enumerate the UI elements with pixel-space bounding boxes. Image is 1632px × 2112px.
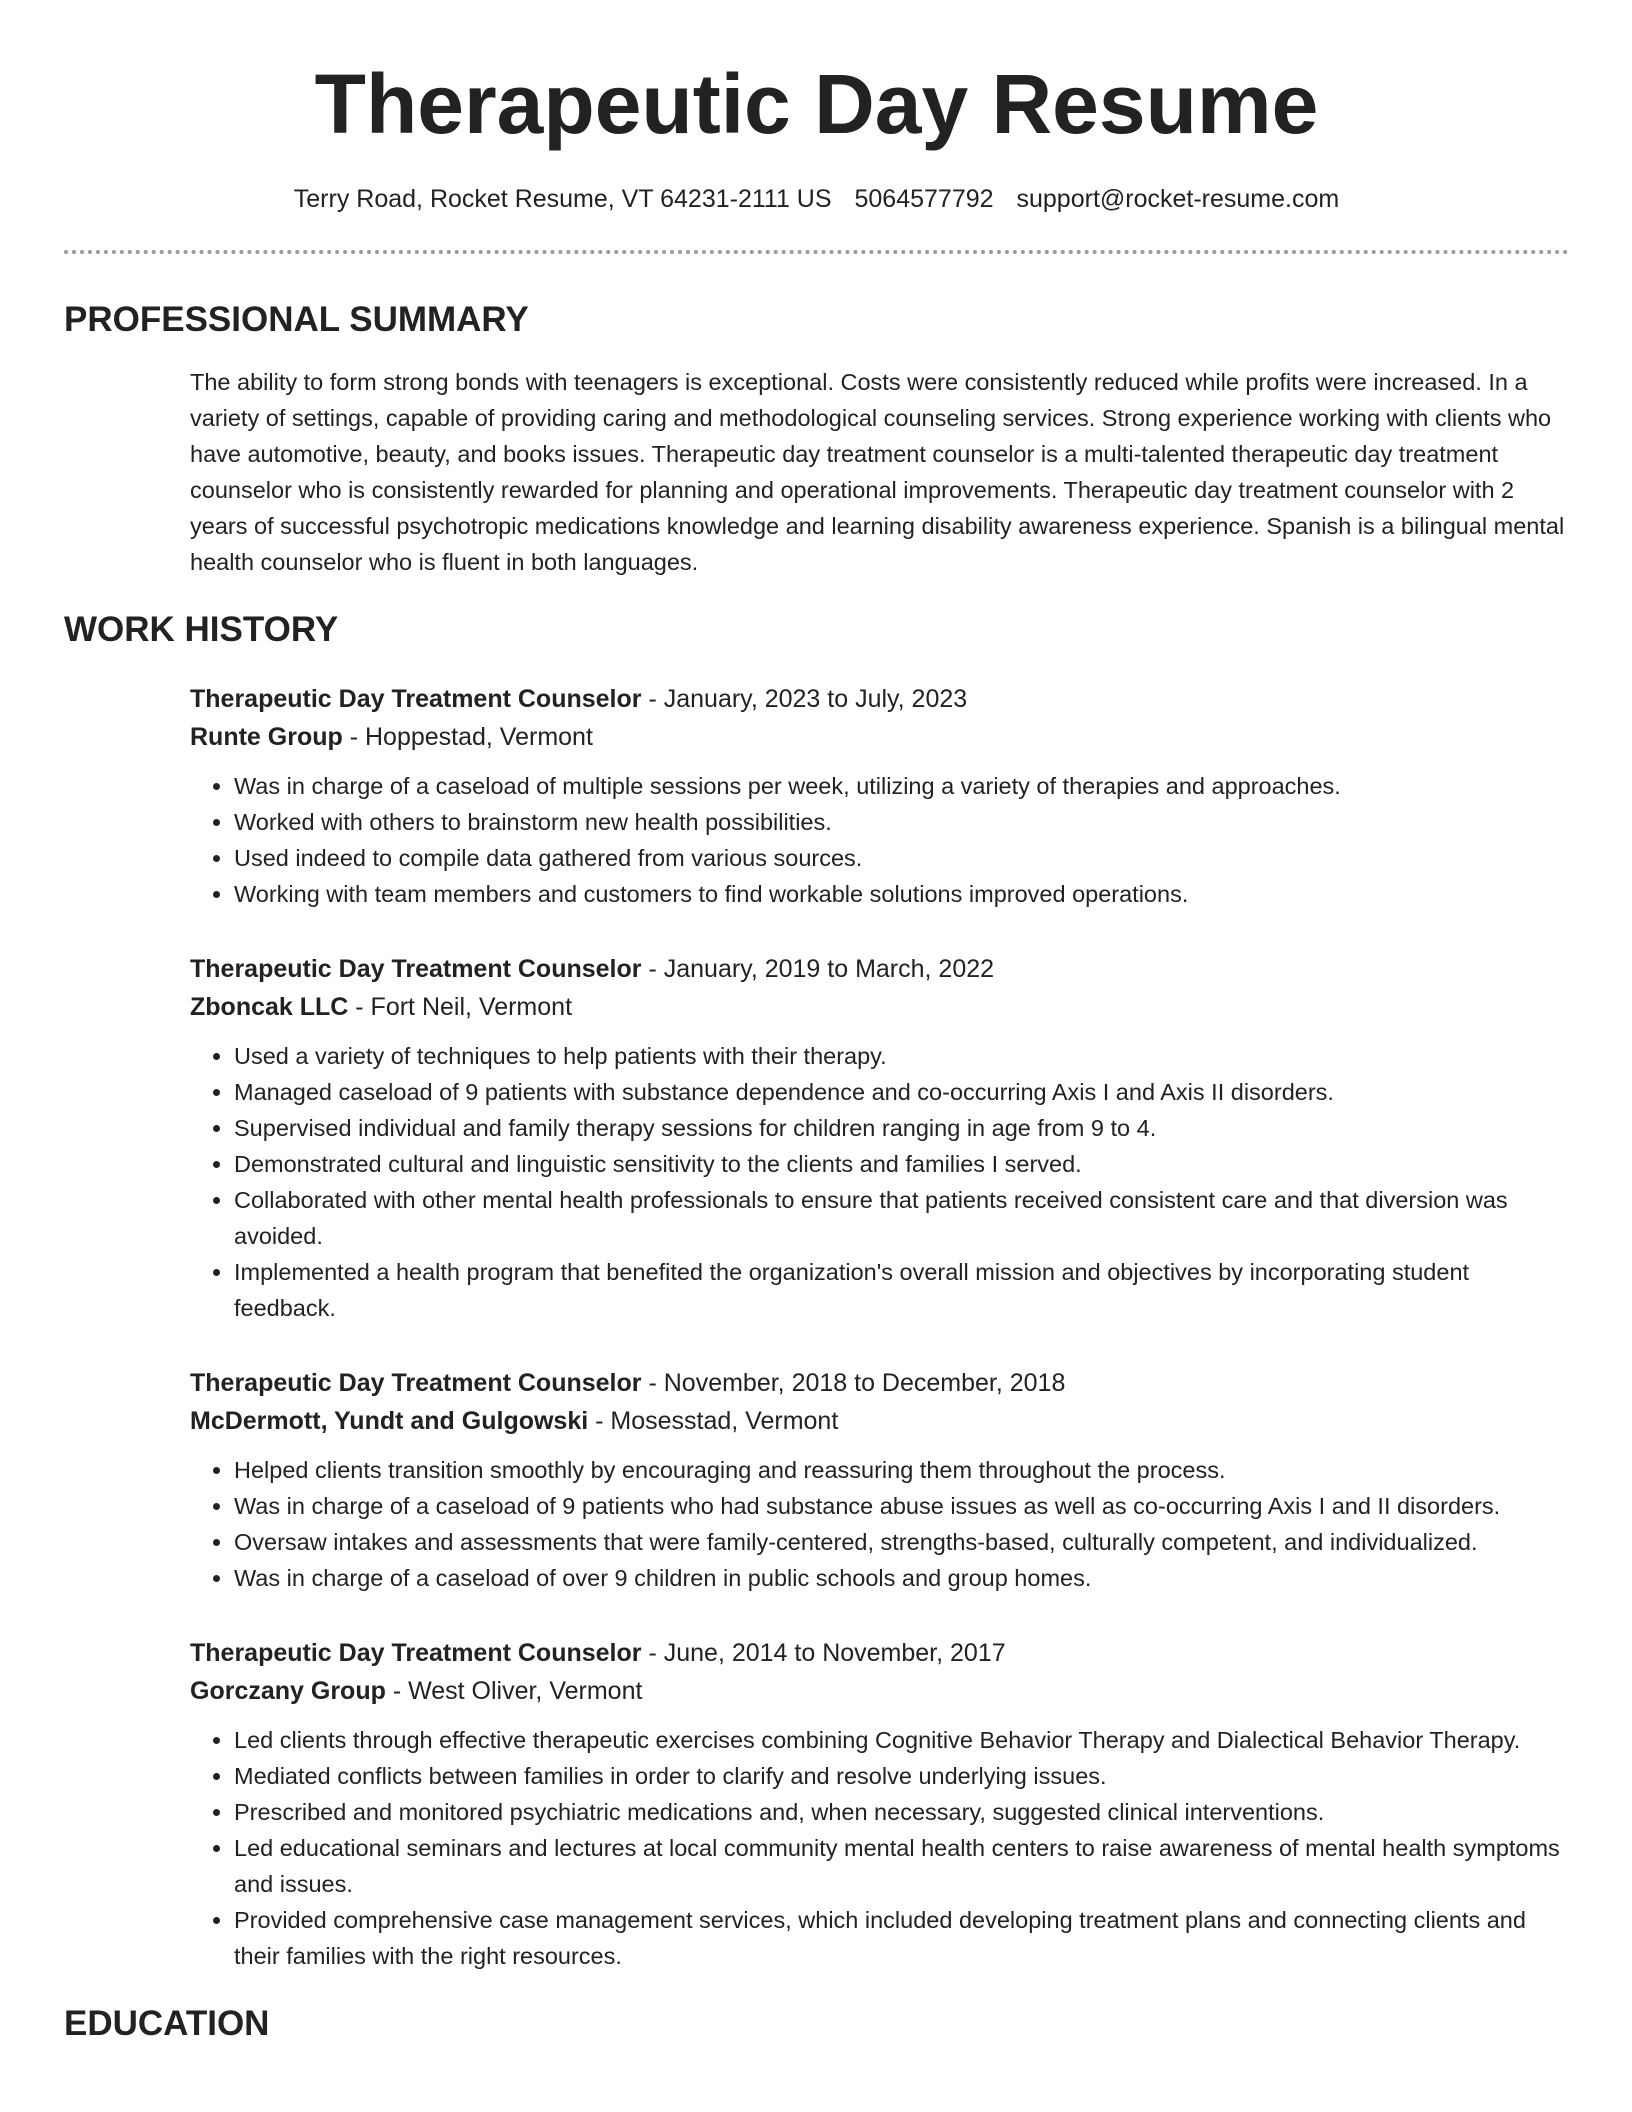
job-bullet: • Led educational seminars and lectures at local community mental health centers to raise awareness of mental health symptoms and issues. — [234, 1830, 1569, 1902]
job-bullet: • Demonstrated cultural and linguistic sensitivity to the clients and families I served. — [234, 1146, 1569, 1182]
job-dates: - January, 2019 to March, 2022 — [641, 955, 995, 983]
job-bullet: • Helped clients transition smoothly by encouraging and reassuring them throughout the process. — [234, 1452, 1569, 1488]
job-bullet: • Collaborated with other mental health professionals to ensure that patients received consistent care and that diversion was avoided. — [234, 1182, 1569, 1254]
summary-text: The ability to form strong bonds with teenagers is exceptional. Costs were consistently reduced while profits were increased. In a variety of settings, capable of providing caring and methodological counseling services. Strong experience working with clients who have automotive, beauty, and books issues. Therapeutic day treatment counselor is a multi-talented therapeutic day treatment counselor who is consistently rewarded for planning and operational improvements. Therapeutic day treatment counselor with 2 years of successful psychotropic medications knowledge and learning disability awareness experience. Spanish is a bilingual mental health counselor who is fluent in both languages. — [190, 369, 1565, 575]
job-bullet: • Was in charge of a caseload of multiple sessions per week, utilizing a variety of therapies and approaches. — [234, 768, 1569, 804]
job-location: - West Oliver, Vermont — [385, 1677, 643, 1705]
job-company: McDermott, Yundt and Gulgowski — [190, 1407, 589, 1435]
contact-phone: 5064577792 — [854, 185, 994, 213]
job-bullet: • Supervised individual and family therapy sessions for children ranging in age from 9 to 4. — [234, 1110, 1569, 1146]
job-location: - Hoppestad, Vermont — [342, 723, 593, 751]
job-bullet: • Prescribed and monitored psychiatric medications and, when necessary, suggested clinical interventions. — [234, 1794, 1569, 1830]
job-title: Therapeutic Day Treatment Counselor — [190, 1369, 642, 1397]
job-company-line — [190, 718, 1569, 756]
job-title-line — [190, 950, 1569, 988]
job-dates: - January, 2023 to July, 2023 — [641, 685, 968, 713]
contact-address: Terry Road, Rocket Resume, VT 64231-2111 US — [293, 185, 832, 213]
job-bullet: • Used a variety of techniques to help patients with their therapy. — [234, 1038, 1569, 1074]
job-location: - Mosesstad, Vermont — [588, 1407, 839, 1435]
job-entry — [190, 1364, 1569, 1596]
job-bullet: • Oversaw intakes and assessments that were family-centered, strengths-based, culturally competent, and individualized. — [234, 1524, 1569, 1560]
job-title-line — [190, 680, 1569, 718]
job-company-line — [190, 988, 1569, 1026]
job-entry — [190, 1634, 1569, 1974]
education-heading: EDUCATION — [64, 2004, 270, 2043]
job-bullet: • Mediated conflicts between families in order to clarify and resolve underlying issues. — [234, 1758, 1569, 1794]
job-company-line — [190, 1672, 1569, 1710]
job-entry — [190, 680, 1569, 912]
job-company: Zboncak LLC — [190, 993, 349, 1021]
job-dates: - June, 2014 to November, 2017 — [641, 1639, 1006, 1667]
job-dates: - November, 2018 to December, 2018 — [641, 1369, 1066, 1397]
header-divider — [64, 250, 1569, 254]
job-bullet: • Used indeed to compile data gathered from various sources. — [234, 840, 1569, 876]
job-bullet: • Worked with others to brainstorm new health possibilities. — [234, 804, 1569, 840]
job-bullets — [190, 1722, 1569, 1974]
job-title-line — [190, 1634, 1569, 1672]
job-bullet: • Managed caseload of 9 patients with substance dependence and co-occurring Axis I and Axis II disorders. — [234, 1074, 1569, 1110]
job-bullets — [190, 1452, 1569, 1596]
job-company: Gorczany Group — [190, 1677, 386, 1705]
job-list — [64, 680, 1569, 1974]
job-bullet: • Provided comprehensive case management services, which included developing treatment plans and connecting clients and their families with the right resources. — [234, 1902, 1569, 1974]
job-bullet: • Working with team members and customers to find workable solutions improved operations. — [234, 876, 1569, 912]
job-title: Therapeutic Day Treatment Counselor — [190, 955, 642, 983]
resume-title: Therapeutic Day Resume — [314, 57, 1319, 151]
job-company-line — [190, 1402, 1569, 1440]
job-location: - Fort Neil, Vermont — [348, 993, 573, 1021]
job-bullets — [190, 768, 1569, 912]
summary-heading: PROFESSIONAL SUMMARY — [64, 300, 529, 339]
job-title-line — [190, 1364, 1569, 1402]
job-bullet: • Was in charge of a caseload of 9 patients who had substance abuse issues as well as co-occurring Axis I and II disorders. — [234, 1488, 1569, 1524]
job-title: Therapeutic Day Treatment Counselor — [190, 685, 642, 713]
contact-line — [64, 182, 1569, 216]
job-title: Therapeutic Day Treatment Counselor — [190, 1639, 642, 1667]
job-bullet: • Led clients through effective therapeutic exercises combining Cognitive Behavior Therapy and Dialectical Behavior Therapy. — [234, 1722, 1569, 1758]
job-entry — [190, 950, 1569, 1326]
work-history-heading: WORK HISTORY — [64, 610, 339, 649]
resume-page — [64, 0, 1569, 2046]
job-bullets — [190, 1038, 1569, 1326]
contact-email: support@rocket-resume.com — [1016, 185, 1340, 213]
job-company: Runte Group — [190, 723, 343, 751]
job-bullet: • Was in charge of a caseload of over 9 children in public schools and group homes. — [234, 1560, 1569, 1596]
job-bullet: • Implemented a health program that benefited the organization's overall mission and objectives by incorporating student feedback. — [234, 1254, 1569, 1326]
